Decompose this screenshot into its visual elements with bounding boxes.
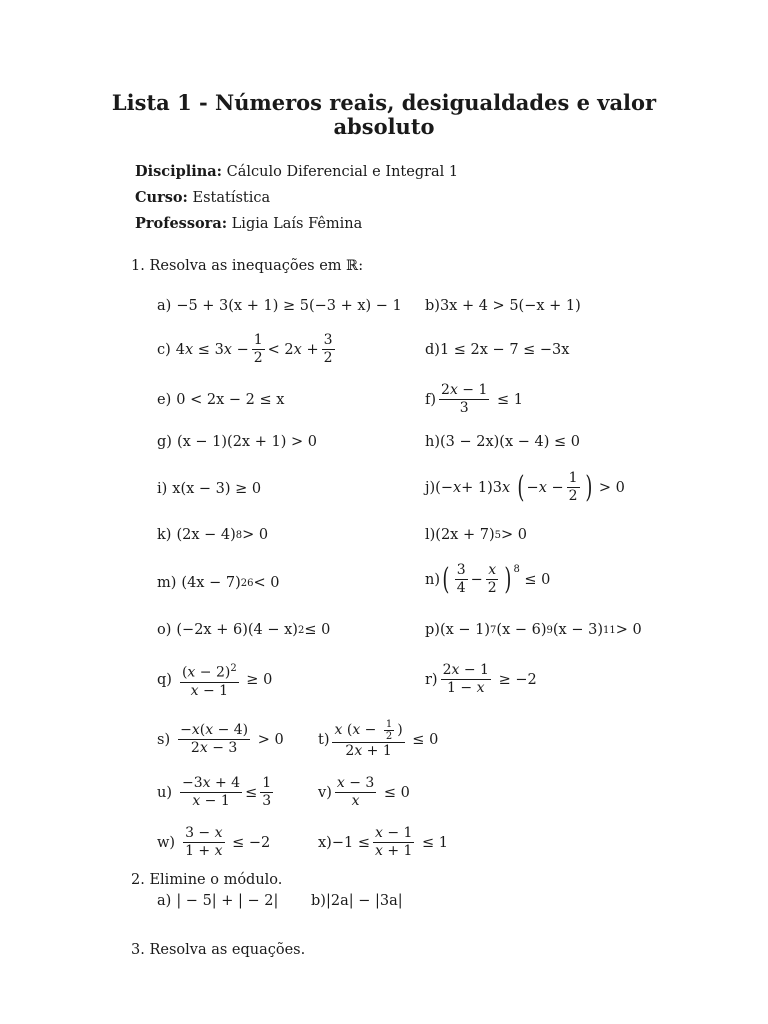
page-title	[0, 91, 768, 139]
exercise-i-label: i)	[157, 481, 168, 497]
exercise-o-expr	[176, 622, 330, 638]
exercise-o-exp: 2	[297, 624, 305, 636]
exercise-l-rest: > 0	[500, 527, 527, 543]
exercise-n-label: n)	[425, 571, 440, 588]
exercise-l-expr	[435, 527, 527, 543]
exercise-t-expr: x ( x − $\frac{1}{2}$ ) 2x + 1 ≤ 0	[334, 719, 439, 759]
exercise-k-base: (2x − 4)	[176, 527, 236, 543]
exercise-h	[425, 434, 580, 450]
exercise-x-label: x)	[318, 834, 332, 851]
exercise-v-label: v)	[318, 784, 332, 801]
exercise-m-expr	[181, 575, 279, 591]
exercise-p-label: p)	[425, 622, 440, 638]
exercise-j	[425, 470, 625, 505]
section-1-number: 1.	[131, 258, 145, 274]
exercise-k	[157, 527, 268, 543]
exercise-n	[425, 562, 550, 597]
exercise-x	[318, 825, 448, 860]
exercise-c	[157, 332, 338, 367]
section-3-text: Resolva as equações.	[149, 942, 306, 958]
exercise-h-label: h)	[425, 434, 440, 450]
title-line-1: Lista 1 - Números reais, desigualdades e valor	[111, 90, 657, 115]
curso-label: Curso:	[135, 189, 188, 206]
exercise-b	[425, 298, 581, 314]
exercise-q-expr: $\frac{(x - 2)^2}{x - 1}$ ≥ 0	[177, 660, 272, 700]
exercise-g-expr: (x − 1)(2x + 1) > 0	[176, 434, 317, 450]
exercise-b-expr: 3x + 4 > 5(−x + 1)	[439, 298, 581, 314]
exercise-e-expr: 0 < 2x − 2 ≤ x	[176, 392, 285, 408]
exercise-j-expr: (− x + 1)3 x ( − x − $\frac{1}{2}$ ) > 0	[435, 469, 625, 505]
exercise-r-label: r)	[425, 671, 438, 688]
exercise-m-label: m)	[157, 575, 177, 591]
professora-line	[135, 215, 362, 232]
exercise-u	[157, 775, 276, 810]
exercise-o	[157, 622, 330, 638]
exercise-i	[157, 481, 261, 497]
modulus-b-label: b)	[311, 893, 326, 909]
exercise-d	[425, 342, 569, 358]
modulus-b	[311, 893, 403, 909]
exercise-p-factor-3: (x − 3)	[552, 622, 603, 638]
exercise-a-expr: −5 + 3(x + 1) ≥ 5(−3 + x) − 1	[176, 298, 402, 314]
exercise-l	[425, 527, 527, 543]
exercise-e	[157, 392, 284, 408]
exercise-c-label: c)	[157, 341, 171, 358]
exercise-r	[425, 662, 537, 697]
section-3-number: 3.	[131, 942, 145, 958]
modulus-a-expr: | − 5| + | − 2|	[176, 893, 279, 909]
exercise-o-rest: ≤ 0	[304, 622, 331, 638]
section-2-number: 2.	[131, 872, 145, 888]
exercise-w	[157, 825, 270, 860]
exercise-s-expr: $\frac{-x(x - 4)}{2x - 3}$ > 0	[180, 722, 284, 756]
exercise-t	[318, 719, 438, 760]
exercise-f-label: f)	[425, 391, 437, 408]
exercise-h-expr: (3 − 2x)(x − 4) ≤ 0	[440, 434, 580, 450]
exercise-w-label: w)	[157, 834, 176, 851]
exercise-m-exp: 26	[240, 577, 254, 589]
exercise-m-base: (4x − 7)	[181, 575, 241, 591]
curso-value: Estatística	[192, 190, 271, 206]
exercise-k-exp: 8	[235, 529, 243, 541]
exercise-o-base: (−2x + 6)(4 − x)	[176, 622, 298, 638]
section-1-heading	[131, 258, 363, 274]
curso-line	[135, 189, 270, 206]
title-line-2: absoluto	[333, 114, 435, 139]
exercise-b-label: b)	[425, 298, 440, 314]
exercise-q	[157, 660, 272, 700]
exercise-g-label: g)	[157, 434, 172, 450]
exercise-m	[157, 575, 279, 591]
exercise-j-label: j)	[425, 479, 436, 496]
disciplina-value: Cálculo Diferencial e Integral 1	[226, 164, 459, 180]
section-1-text: Resolva as inequações em ℝ:	[149, 258, 364, 274]
exercise-k-expr	[176, 527, 268, 543]
section-2-text: Elimine o módulo.	[149, 872, 283, 888]
exercise-s-label: s)	[157, 731, 171, 748]
exercise-p-factor-2: (x − 6)	[496, 622, 547, 638]
exercise-p-exp-3: 11	[602, 624, 616, 636]
disciplina-line	[135, 163, 458, 180]
exercise-u-label: u)	[157, 784, 172, 801]
exercise-l-label: l)	[425, 527, 436, 543]
exercise-u-expr: $\frac{-3x + 4}{x - 1}$ ≤ $\frac{1}{3}$	[182, 775, 272, 809]
exercise-s	[157, 722, 284, 757]
modulus-a	[157, 893, 278, 909]
exercise-p	[425, 622, 642, 638]
exercise-x-expr: −1 ≤ $\frac{x - 1}{x + 1}$ ≤ 1	[331, 825, 449, 859]
exercise-n-expr: ( $\frac{3}{4}$ − $\frac{x}{2}$ ) $^8$ ≤ 0	[442, 561, 551, 597]
exercise-p-factor-1: (x − 1)	[439, 622, 491, 638]
exercise-l-exp: 5	[494, 529, 501, 541]
exercise-i-expr: x(x − 3) ≥ 0	[172, 481, 262, 497]
exercise-p-rest: > 0	[615, 622, 642, 638]
exercise-v	[318, 775, 410, 810]
modulus-b-expr: |2a| − |3a|	[325, 893, 403, 909]
exercise-d-expr: 1 ≤ 2x − 7 ≤ −3x	[439, 342, 570, 358]
disciplina-label: Disciplina:	[135, 163, 223, 180]
exercise-w-expr: $\frac{3 - x}{1 + x}$ ≤ −2	[185, 825, 271, 859]
exercise-d-label: d)	[425, 342, 440, 358]
exercise-o-label: o)	[157, 622, 172, 638]
section-3-heading	[131, 942, 305, 958]
modulus-a-label: a)	[157, 893, 172, 909]
exercise-a	[157, 298, 402, 314]
professora-value: Ligia Laís Fêmina	[231, 216, 363, 232]
exercise-q-label: q)	[157, 671, 172, 688]
exercise-g	[157, 434, 317, 450]
exercise-p-exp-1: 7	[490, 624, 497, 636]
exercise-m-rest: < 0	[253, 575, 280, 591]
professora-label: Professora:	[135, 215, 228, 232]
exercise-a-label: a)	[157, 298, 172, 314]
exercise-v-expr: $\frac{x - 3}{x}$ ≤ 0	[336, 775, 410, 809]
exercise-p-exp-2: 9	[546, 624, 553, 636]
exercise-t-label: t)	[318, 731, 330, 748]
exercise-f	[425, 382, 523, 417]
exercise-k-rest: > 0	[242, 527, 269, 543]
exercise-r-expr: $\frac{2x - 1}{1 - x}$ ≥ −2	[442, 662, 537, 696]
exercise-k-label: k)	[157, 527, 172, 543]
exercise-l-base: (2x + 7)	[435, 527, 495, 543]
section-2-heading	[131, 872, 282, 888]
exercise-e-label: e)	[157, 392, 172, 408]
exercise-p-expr	[440, 622, 642, 638]
exercise-c-expr: 4 x ≤ 3 x − $\frac{1}{2}$ < 2 x + $\frac{3}{2}$	[175, 332, 333, 366]
exercise-f-expr: $\frac{2x - 1}{3}$ ≤ 1	[441, 382, 523, 416]
